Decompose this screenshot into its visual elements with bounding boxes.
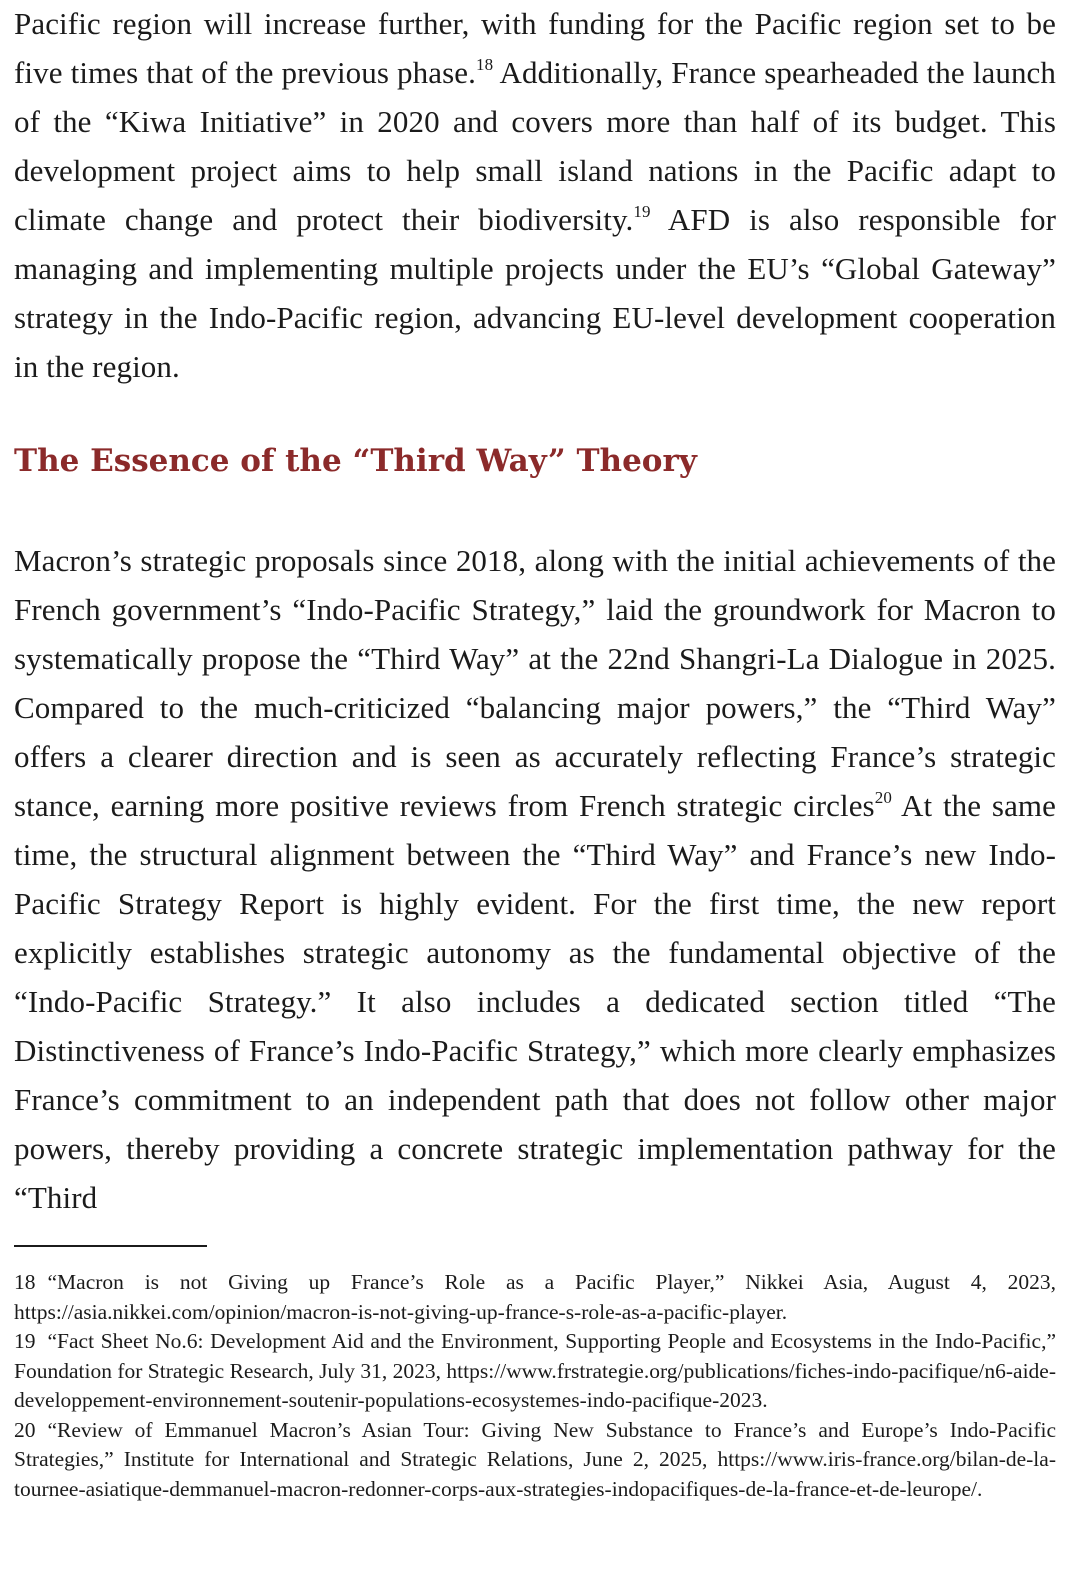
footnote-ref-19[interactable]: 19	[633, 201, 651, 221]
footnote-divider	[14, 1245, 207, 1247]
paragraph-text: Additionally, France spearheaded the launch of the “Kiwa Initiative” in 2020 and covers more than half of its budget. This development project aims to help small island nations in the Pacific adapt to climate change and protect their biodiversity.	[14, 55, 1056, 237]
footnote-number: 19	[14, 1329, 36, 1353]
body-paragraph	[14, 536, 1056, 1222]
footnote	[14, 1268, 1056, 1327]
footnote-text: “Macron is not Giving up France’s Role as a Pacific Player,” Nikkei Asia, August 4, 2023, https://asia.nikkei.com/opinion/macron-is-not-giving-up-france-s-role-as-a-pacific-player.	[14, 1270, 1056, 1324]
footnote	[14, 1416, 1056, 1505]
body-paragraph	[14, 0, 1056, 391]
footnote-text: “Review of Emmanuel Macron’s Asian Tour: Giving New Substance to France’s and Europe’s Indo-Pacific Strategies,” Institute for International and Strategic Relations, June 2, 2025, https://www.iris-france.org/bilan-de-la-tournee-asiatique-demmanuel-macron-redonner-corps-aux-strategies-indopacifiques-de-la-france-et-de-leurope/.	[14, 1417, 1056, 1501]
footnote-ref-18[interactable]: 18	[476, 54, 494, 74]
footnote-number: 20	[14, 1417, 36, 1442]
footnote-text: “Fact Sheet No.6: Development Aid and the Environment, Supporting People and Ecosystems in the Indo-Pacific,” Foundation for Strategic Research, July 31, 2023, https://www.frstrategie.org/publications/fiches-indo-pacifique/n6-aide-developpement-environnement-soutenir-populations-ecosystemes-indo-pacifique-2023.	[14, 1329, 1056, 1412]
paragraph-text: Pacific region will increase further, with funding for the Pacific region set to be five times that of the previous phase.	[14, 6, 1056, 90]
footnote-number: 18	[14, 1270, 36, 1294]
paragraph-text: Macron’s strategic proposals since 2018, along with the initial achievements of the French government’s “Indo-Pacific Strategy,” laid the groundwork for Macron to systematically propose the “Third Way” at the 22nd Shangri-La Dialogue in 2025. Compared to the much-criticized “balancing major powers,” the “Third Way” offers a clearer direction and is seen as accurately reflecting France’s strategic stance, earning more positive reviews from French strategic circles	[14, 543, 1056, 823]
footnote	[14, 1327, 1056, 1416]
paragraph-text: AFD is also responsible for managing and implementing multiple projects under the EU’s “Global Gateway” strategy in the Indo-Pacific region, advancing EU-level development cooperation in the region.	[14, 202, 1056, 384]
footnotes	[14, 1268, 1056, 1504]
footnote-ref-20[interactable]: 20	[874, 787, 892, 807]
paragraph-text: At the same time, the structural alignment between the “Third Way” and France’s new Indo-Pacific Strategy Report is highly evident. For the first time, the new report explicitly establishes strategic autonomy as the fundamental objective of the “Indo-Pacific Strategy.” It also includes a dedicated section titled “The Distinctiveness of France’s Indo-Pacific Strategy,” which more clearly emphasizes France’s commitment to an independent path that does not follow other major powers, thereby providing a concrete strategic implementation pathway for the “Third	[14, 788, 1057, 1215]
section-heading: The Essence of the “Third Way” Theory	[14, 443, 697, 479]
